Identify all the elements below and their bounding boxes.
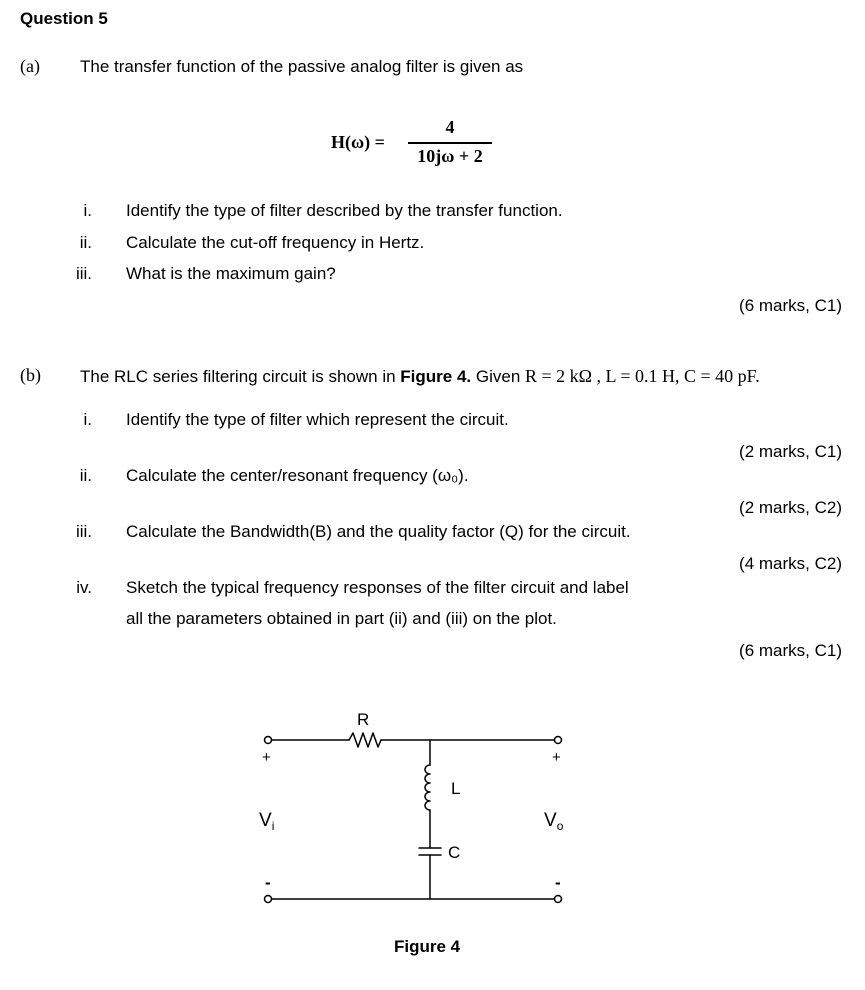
part-b-item-1-marks: (2 marks, C1) <box>739 442 842 461</box>
part-b-label: (b) <box>20 365 41 385</box>
part-a-item-2-number: ii. <box>79 233 92 252</box>
part-b-item-3-text: Calculate the Bandwidth(B) and the quality factor (Q) for the circuit. <box>126 522 631 541</box>
formula-lhs: H(ω) = <box>331 132 385 152</box>
vi-main: V <box>259 810 272 831</box>
inductor-symbol <box>425 765 430 810</box>
part-a-item-3-number: iii. <box>75 264 92 283</box>
output-terminal-positive <box>555 737 562 744</box>
resistor-label: R <box>357 710 370 729</box>
part-a-marks: (6 marks, C1) <box>739 296 842 315</box>
output-plus-sign: + <box>552 749 561 766</box>
input-minus-sign: - <box>265 873 271 892</box>
part-b-item-4-text-line2: all the parameters obtained in part (ii) and (iii) on the plot. <box>126 609 557 628</box>
capacitor-label: C <box>448 843 461 862</box>
input-voltage-label <box>259 810 274 833</box>
figure-caption: Figure 4 <box>394 937 461 956</box>
part-b-item-2-text: Calculate the center/resonant frequency (ω₀). <box>126 466 469 485</box>
part-b-item-2-number: ii. <box>79 466 92 485</box>
vo-subscript: o <box>556 819 564 833</box>
vo-main: V <box>544 810 557 831</box>
part-a-label: (a) <box>20 56 40 76</box>
part-b-intro-text: The RLC series filtering circuit is shown in <box>80 367 401 386</box>
formula-numerator: 4 <box>445 117 455 137</box>
part-b-item-4-marks: (6 marks, C1) <box>739 641 842 660</box>
part-b-item-2-marks: (2 marks, C2) <box>739 498 842 517</box>
output-minus-sign: - <box>555 873 561 892</box>
part-a-intro: The transfer function of the passive analog filter is given as <box>80 57 524 76</box>
question-title: Question 5 <box>20 9 108 28</box>
vi-subscript: i <box>271 819 275 833</box>
part-b-item-3-number: iii. <box>75 522 92 541</box>
part-a-item-3-text: What is the maximum gain? <box>126 264 336 283</box>
output-terminal-negative <box>555 896 562 903</box>
input-terminal-positive <box>265 737 272 744</box>
part-b-given: Given <box>471 367 525 386</box>
input-plus-sign: + <box>262 749 271 766</box>
part-a-item-2-text: Calculate the cut-off frequency in Hertz. <box>126 233 425 252</box>
part-b-item-4-text-line1: Sketch the typical frequency responses of the filter circuit and label <box>126 578 629 597</box>
part-a-item-1-text: Identify the type of filter described by the transfer function. <box>126 201 563 220</box>
part-b-item-1-text: Identify the type of filter which represent the circuit. <box>126 410 509 429</box>
formula-denominator: 10jω + 2 <box>417 146 483 166</box>
part-b-item-3-marks: (4 marks, C2) <box>739 554 842 573</box>
part-b-item-1-number: i. <box>83 410 92 429</box>
part-b-item-4-number: iv. <box>76 578 92 597</box>
component-values: R = 2 kΩ , L = 0.1 H, C = 40 pF. <box>525 366 760 386</box>
input-terminal-negative <box>265 896 272 903</box>
part-a-item-1-number: i. <box>83 201 92 220</box>
figure-4-reference: Figure 4. <box>400 367 472 386</box>
resistor-symbol <box>349 733 381 747</box>
inductor-label: L <box>451 779 461 798</box>
output-voltage-label <box>544 810 564 833</box>
